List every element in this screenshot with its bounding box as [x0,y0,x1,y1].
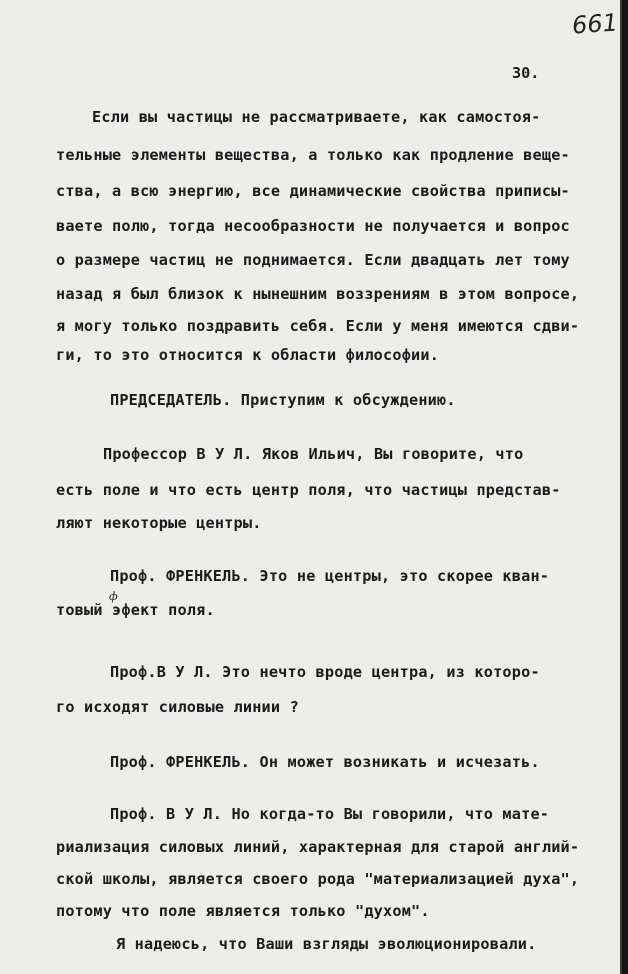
text-line: ги, то это относится к области философии. [56,346,440,364]
text-line: назад я был близок к нынешним воззрениям в этом вопросе, [56,285,580,303]
text-line: ляют некоторые центры. [56,514,262,532]
text-line: риализация силовых линий, характерная для старой англий- [56,838,580,856]
text-line: тельные элементы вещества, а только как продление веще- [56,146,570,164]
speaker-line: Проф. ФРЕНКЕЛЬ. Это не центры, это скорее кван- [110,567,550,585]
text-line: Я надеюсь, что Ваши взгляды эволюционировали. [116,935,537,953]
handwritten-correction: ф [109,590,118,603]
text-line: ской школы, является своего рода "материализацией духа", [56,870,580,888]
text-line: Если вы частицы не рассматриваете, как самостоя- [92,108,541,126]
text-line: потому что поле является только "духом". [56,902,430,920]
text-line: о размере частиц не поднимается. Если двадцать лет тому [56,251,570,269]
speaker-line: Проф.В У Л. Это нечто вроде центра, из которо- [110,663,540,681]
text-line: товый эфект поля. [56,601,215,619]
speaker-line: Проф. В У Л. Но когда-то Вы говорили, что мате- [110,805,550,823]
text-line: ваете полю, тогда несообразности не получается и вопрос [56,217,570,235]
speaker-line: ПРЕДСЕДАТЕЛЬ. Приступим к обсуждению. [110,391,456,409]
speaker-line: Проф. ФРЕНКЕЛЬ. Он может возникать и исчезать. [110,753,540,771]
speaker-line: Профессор В У Л. Яков Ильич, Вы говорите, что [103,445,524,463]
text-line: есть поле и что есть центр поля, что частицы представ- [56,481,561,499]
page-number: 30. [512,64,540,82]
text-line: я могу только поздравить себя. Если у меня имеются сдви- [56,317,580,335]
text-line: ства, а всю энергию, все динамические свойства приписы- [56,182,570,200]
text-line: го исходят силовые линии ? [56,698,299,716]
handwritten-sheet-number: 661 [571,8,619,40]
